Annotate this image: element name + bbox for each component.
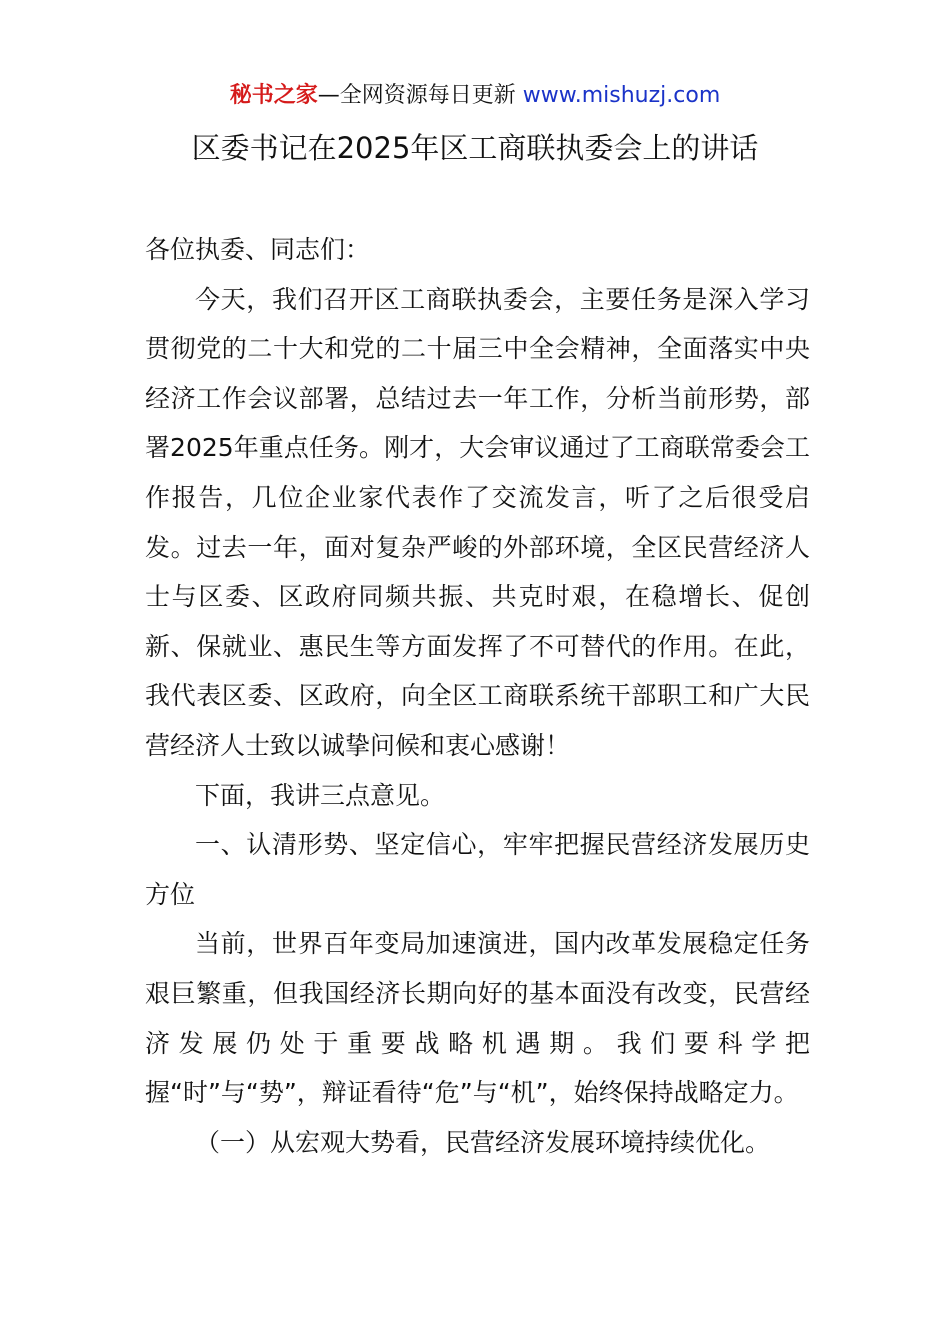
site-header bbox=[0, 80, 950, 112]
brand-name: 秘书之家 bbox=[229, 83, 318, 108]
salutation: 各位执委、同志们： bbox=[145, 235, 371, 264]
paragraph-outline: 下面，我讲三点意见。 bbox=[195, 780, 446, 810]
header-dash: — bbox=[317, 83, 340, 108]
header-tagline: 全网资源每日更新 bbox=[339, 83, 523, 108]
site-url-link[interactable]: www.mishuzj.com bbox=[522, 83, 721, 108]
subheading-1-1: （一）从宏观大势看，民营经济发展环境持续优化。 bbox=[195, 1127, 771, 1157]
document-body bbox=[145, 225, 810, 1167]
paragraph-opening: 今天，我们召开区工商联执委会，主要任务是深入学习贯彻党的二十大和党的二十届三中全会精神，全面落实中央经济工作会议部署，总结过去一年工作，分析当前形势，部署2025年重点任务。刚才，大会审议通过了工商联常委会工作报告，几位企业家代表作了交流发言，听了之后很受启发。过去一年，面对复杂严峻的外部环境，全区民营经济人士与区委、区政府同频共振、共克时艰，在稳增长、促创新、保就业、惠民生等方面发挥了不可替代的作用。在此，我代表区委、区政府，向全区工商联系统干部职工和广大民营经济人士致以诚挚问候和衷心感谢！ bbox=[145, 284, 810, 760]
paragraph-situation: 当前，世界百年变局加速演进，国内改革发展稳定任务艰巨繁重，但我国经济长期向好的基本面没有改变，民营经济发展仍处于重要战略机遇期。我们要科学把握“时”与“势”，辩证看待“危”与“机”，始终保持战略定力。 bbox=[145, 929, 810, 1108]
section-heading-1: 一、认清形势、坚定信心，牢牢把握民营经济发展历史方位 bbox=[145, 830, 810, 909]
document-title: 区委书记在2025年区工商联执委会上的讲话 bbox=[191, 131, 759, 165]
